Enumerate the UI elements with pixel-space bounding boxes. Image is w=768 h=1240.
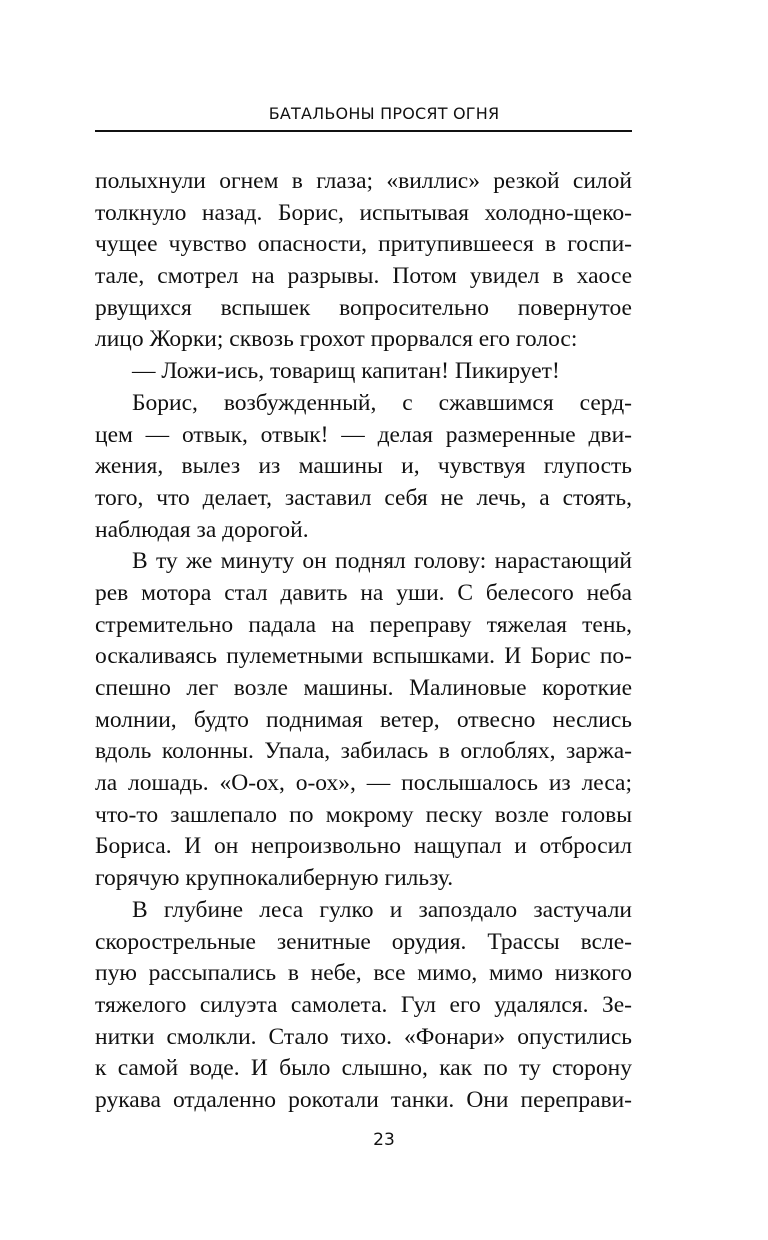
text-line: полыхнули огнем в глаза; «виллис» резкой силой — [95, 168, 632, 194]
text-line: рукава отдаленно рокотали танки. Они переправи- — [95, 1086, 632, 1113]
text-line: нитки смолкли. Стало тихо. «Фонари» опустились — [95, 1023, 632, 1050]
text-line: В ту же минуту он поднял голову: нарастающий — [132, 548, 632, 575]
text-line: стремительно падала на переправу тяжелая тень, — [95, 611, 632, 638]
text-line: рвущихся вспышек вопросительно повернутое — [95, 294, 632, 321]
text-line: оскаливаясь пулеметными вспышками. И Борис по- — [95, 643, 632, 670]
text-line: того, что делает, заставил себя не лечь, а стоять, — [95, 484, 632, 511]
text-line: что-то зашлепало по мокрому песку возле головы — [95, 801, 632, 828]
text-line: к самой воде. И было слышно, как по ту сторону — [95, 1055, 632, 1082]
text-line: толкнуло назад. Борис, испытывая холодно-щеко- — [95, 199, 632, 226]
text-line: пую рассыпались в небе, все мимо, мимо низкого — [95, 960, 632, 987]
text-line: — Ложи-ись, товарищ капитан! Пикирует! — [132, 358, 560, 385]
text-line: тяжелого силуэта самолета. Гул его удалялся. Зе- — [95, 991, 632, 1018]
text-line: наблюдая за дорогой. — [95, 516, 309, 543]
text-line: скорострельные зенитные орудия. Трассы всле- — [95, 928, 632, 955]
text-line: Борис, возбужденный, с сжавшимся серд- — [132, 389, 632, 416]
text-line: рев мотора стал давить на уши. С белесого неба — [95, 579, 632, 606]
text-line: жения, вылез из машины и, чувствуя глупость — [95, 453, 632, 480]
text-line: тале, смотрел на разрывы. Потом увидел в хаосе — [95, 263, 632, 290]
text-line: молнии, будто поднимая ветер, отвесно неслись — [95, 706, 632, 733]
running-header: БАТАЛЬОНЫ ПРОСЯТ ОГНЯ — [268, 104, 500, 123]
header-rule — [95, 130, 632, 132]
text-line: цем — отвык, отвык! — делая размеренные дви- — [95, 421, 632, 448]
page-number: 23 — [373, 1130, 395, 1150]
text-line: Бориса. И он непроизвольно нащупал и отбросил — [95, 833, 632, 860]
body-text — [95, 166, 632, 1117]
text-line: вдоль колонны. Упала, забилась в оглоблях, заржа- — [95, 738, 632, 765]
text-line: чущее чувство опасности, притупившееся в госпи- — [95, 231, 632, 258]
text-line: лицо Жорки; сквозь грохот прорвался его голос: — [95, 326, 578, 353]
text-line: В глубине леса гулко и запоздало застучали — [132, 896, 632, 923]
text-line: горячую крупнокалиберную гильзу. — [95, 865, 454, 892]
text-line: ла лошадь. «О-ох, о-ох», — послышалось из леса; — [95, 770, 632, 797]
text-line: спешно лег возле машины. Малиновые короткие — [95, 675, 632, 701]
